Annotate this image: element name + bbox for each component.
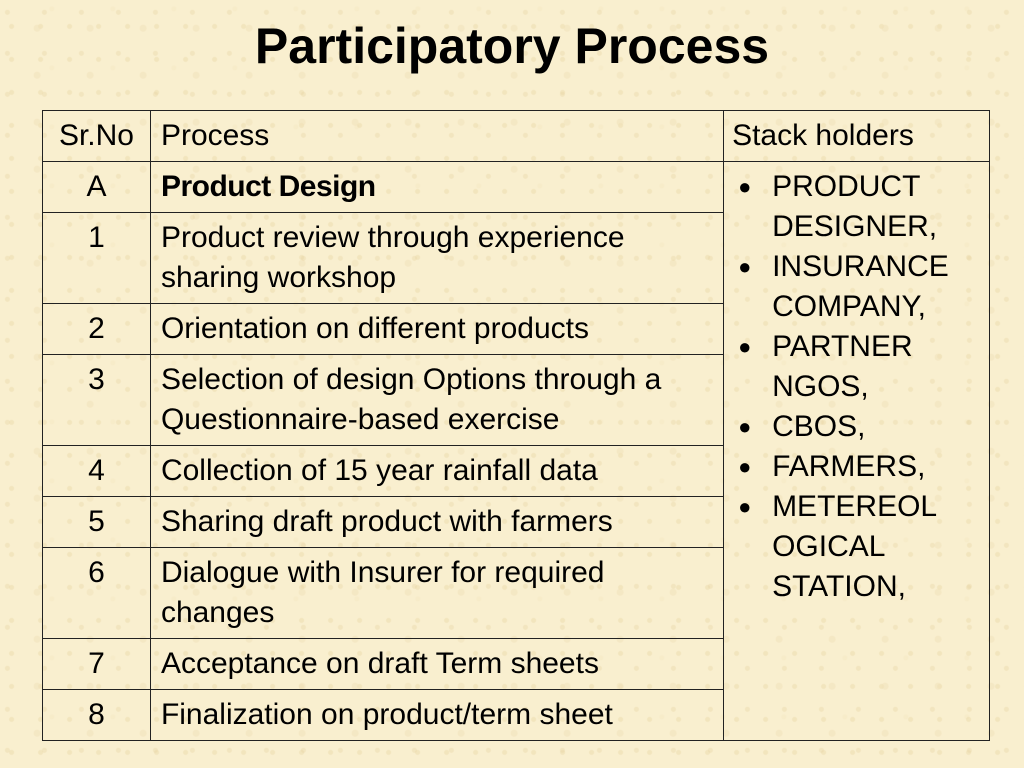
header-srno: Sr.No — [43, 111, 151, 162]
row-process: Orientation on different products — [150, 304, 723, 355]
stakeholder-item — [732, 327, 983, 407]
slide-title: Participatory Process — [254, 18, 770, 74]
header-process: Process — [150, 111, 723, 162]
row-process: Product review through experience sharing workshop — [150, 213, 723, 304]
row-process: Acceptance on draft Term sheets — [150, 639, 723, 690]
stakeholder-label: PRODUCT DESIGNER, — [772, 170, 938, 243]
bullet-icon: ● — [738, 494, 752, 519]
header-stakeholders: Stack holders — [724, 111, 990, 162]
stakeholder-item — [732, 247, 983, 327]
stakeholder-label: FARMERS, — [772, 450, 926, 483]
row-process: Selection of design Options through a Questionnaire-based exercise — [150, 355, 723, 446]
participatory-process-table — [42, 110, 990, 741]
section-label: Product Design — [160, 170, 376, 203]
row-number: 8 — [43, 690, 151, 741]
section-label-cell — [150, 162, 723, 213]
bullet-icon: ● — [738, 174, 752, 199]
bullet-icon: ● — [738, 254, 752, 279]
row-process: Sharing draft product with farmers — [150, 497, 723, 548]
section-id-cell — [43, 162, 151, 213]
stakeholder-item — [732, 487, 983, 607]
bullet-icon: ● — [738, 414, 752, 439]
row-number: 5 — [43, 497, 151, 548]
section-id: A — [86, 170, 107, 203]
stakeholder-item — [732, 447, 983, 487]
row-number: 3 — [43, 355, 151, 446]
row-number: 4 — [43, 446, 151, 497]
bullet-icon: ● — [738, 334, 752, 359]
stakeholder-label: PARTNER NGOS, — [772, 330, 913, 403]
stakeholder-item — [732, 407, 983, 447]
row-process: Collection of 15 year rainfall data — [150, 446, 723, 497]
row-number: 6 — [43, 548, 151, 639]
table-row-section-a — [43, 162, 990, 213]
stakeholders-cell — [724, 162, 990, 741]
row-number: 1 — [43, 213, 151, 304]
stakeholder-label: METEREOL OGICAL STATION, — [772, 490, 936, 603]
row-number: 7 — [43, 639, 151, 690]
stakeholder-item — [732, 167, 983, 247]
row-process: Finalization on product/term sheet — [150, 690, 723, 741]
table-header-row — [43, 111, 990, 162]
bullet-icon: ● — [738, 454, 752, 479]
stakeholder-label: CBOS, — [772, 410, 866, 443]
row-process: Dialogue with Insurer for required changes — [150, 548, 723, 639]
row-number: 2 — [43, 304, 151, 355]
stakeholders-list — [732, 167, 983, 607]
stakeholder-label: INSURANCE COMPANY, — [772, 250, 949, 323]
